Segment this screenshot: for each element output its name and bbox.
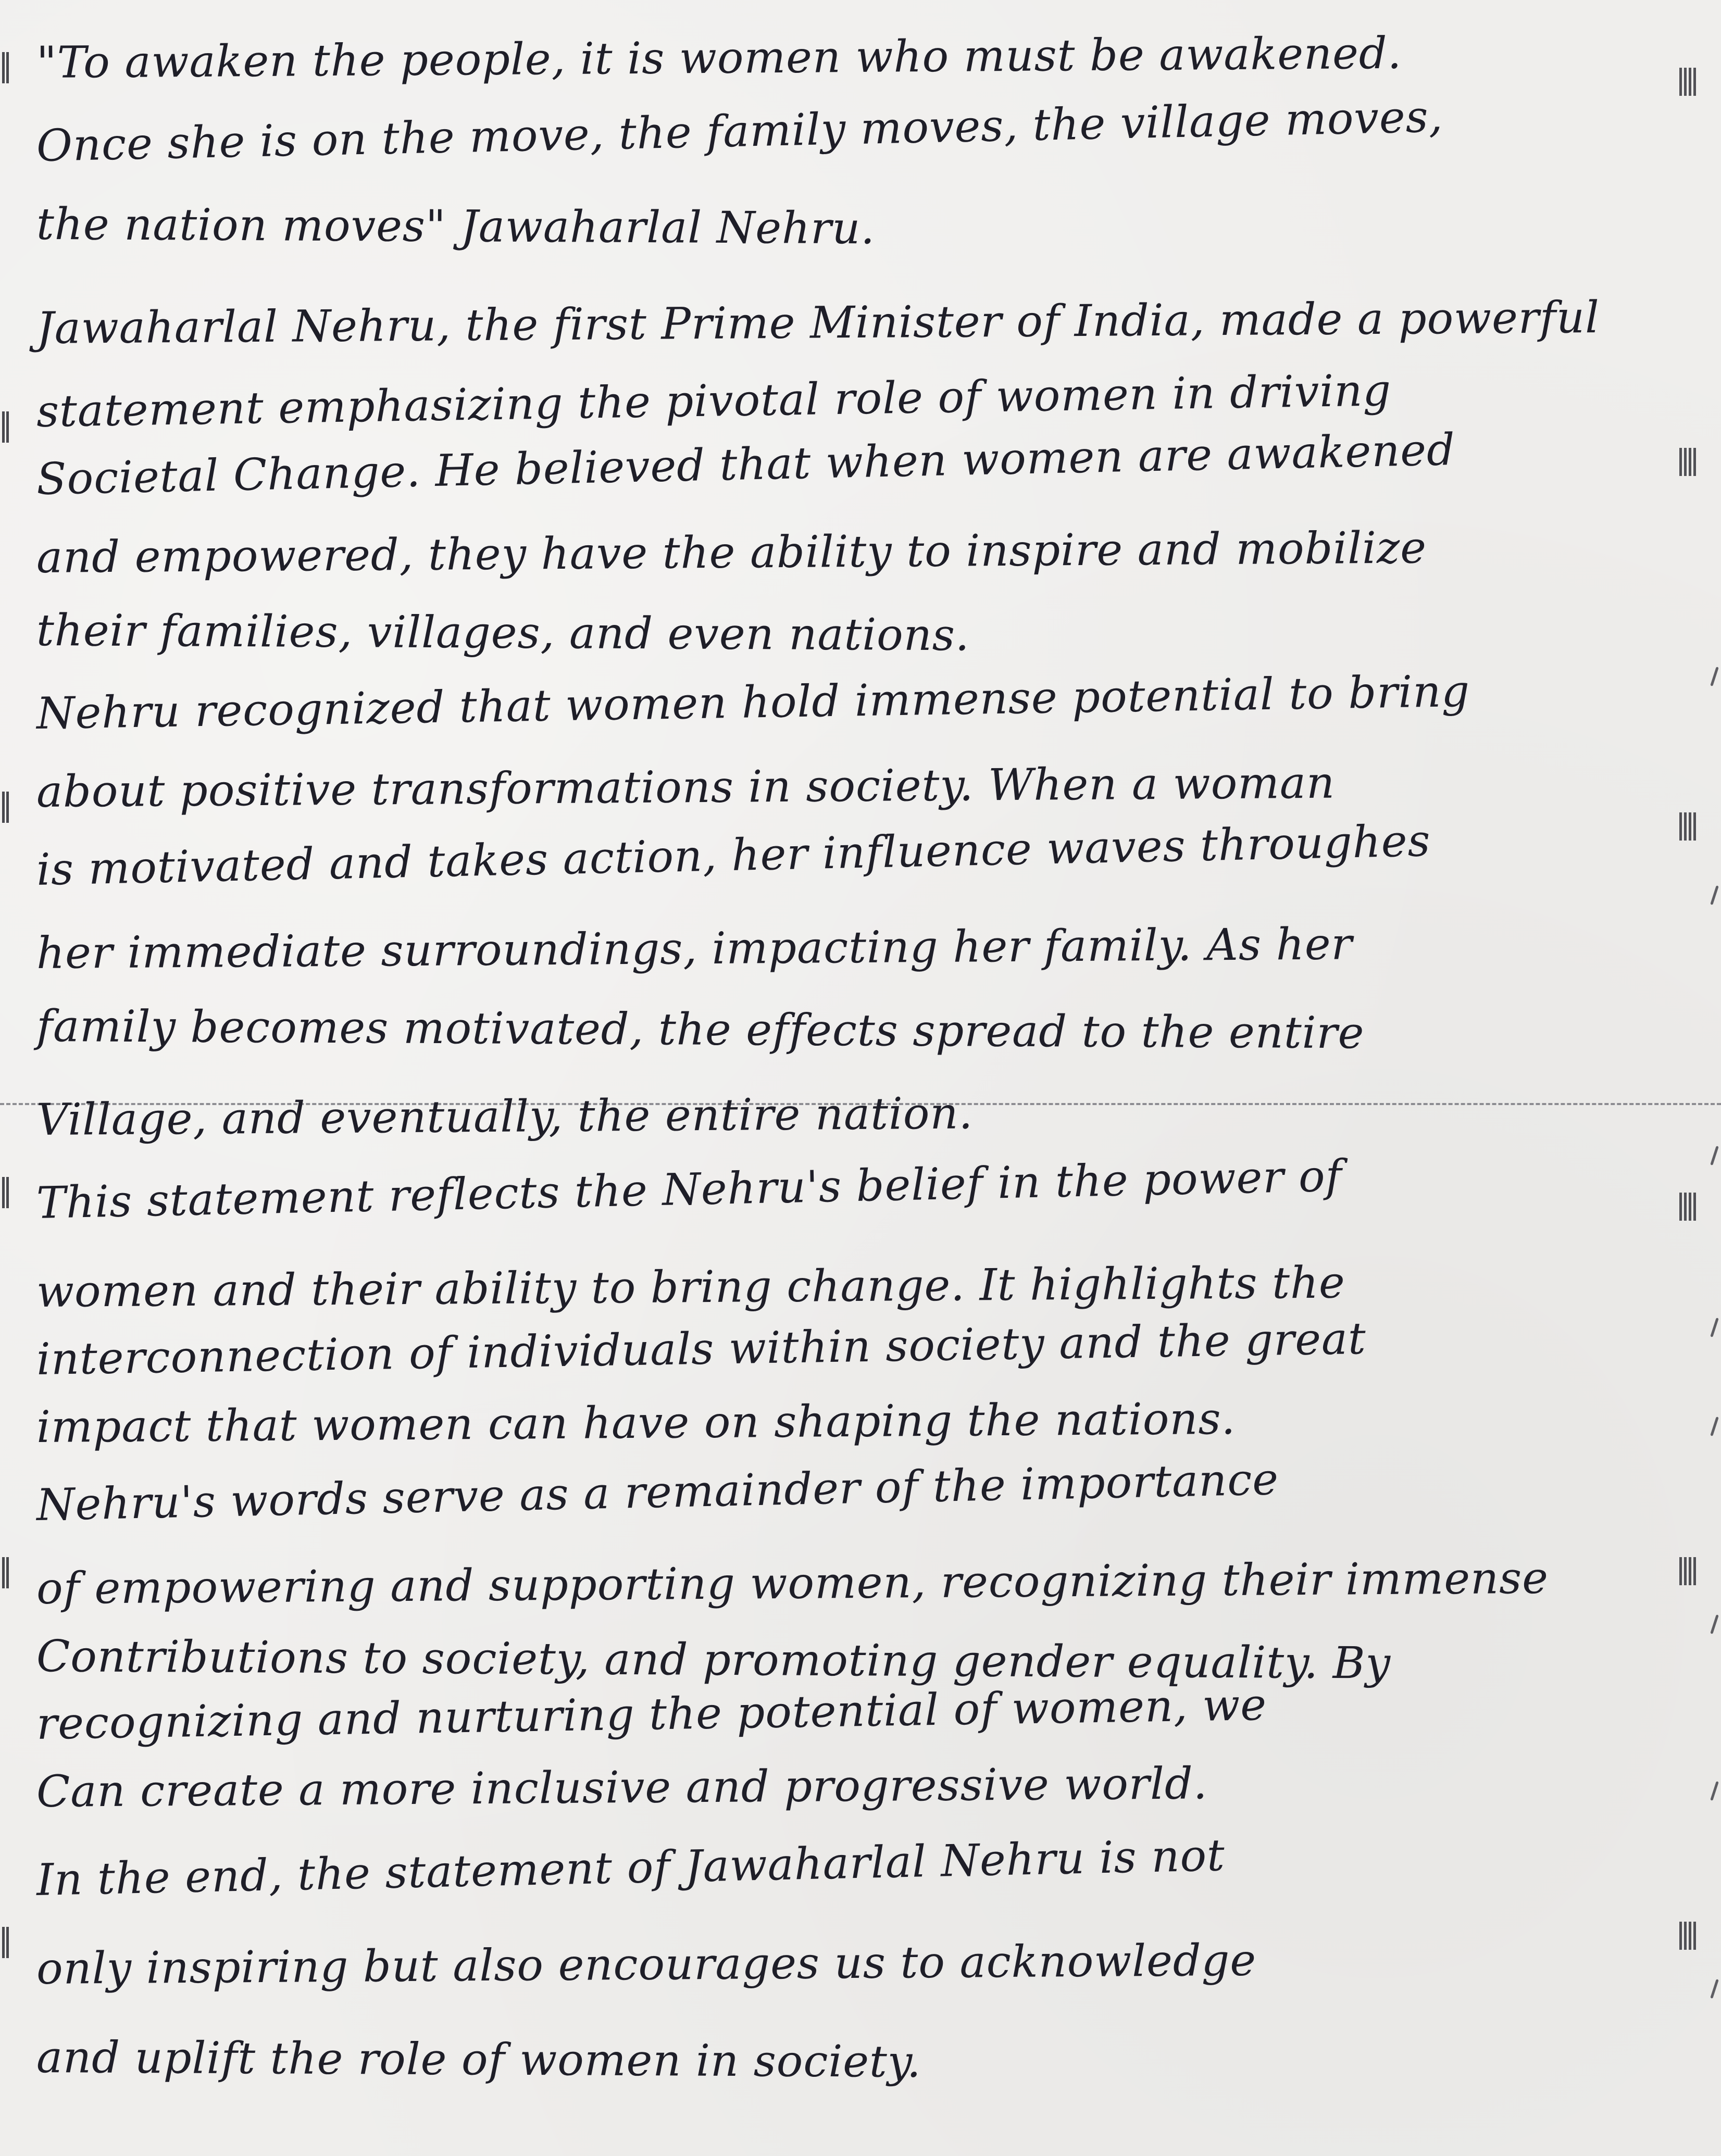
left-margin-mark — [2, 411, 9, 443]
text-line-14: Village, and eventually, the entire nation. — [36, 1087, 974, 1145]
text-line-18: impact that women can have on shaping the nations. — [36, 1393, 1236, 1452]
text-line-16: women and their ability to bring change. It highlights the — [36, 1257, 1346, 1317]
left-margin-mark — [2, 52, 9, 83]
right-margin-mark — [1679, 68, 1697, 96]
text-line-11: is motivated and takes action, her influence waves throughes — [35, 814, 1431, 895]
text-line-7: and empowered, they have the ability to inspire and mobilize — [36, 522, 1427, 583]
left-margin-mark — [2, 1557, 9, 1588]
text-line-25: only inspiring but also encourages us to acknowledge — [36, 1934, 1257, 1994]
right-margin-mark — [1679, 812, 1697, 841]
text-line-9: Nehru recognized that women hold immense potential to bring — [36, 665, 1470, 739]
text-line-20: of empowering and supporting women, recognizing their immense — [36, 1552, 1549, 1614]
right-margin-mark — [1679, 1193, 1697, 1221]
text-line-15: This statement reflects the Nehru's belief in the power of — [35, 1150, 1343, 1229]
left-margin-mark — [2, 1927, 9, 1958]
text-line-4: Jawaharlal Nehru, the first Prime Minister of India, made a powerful — [36, 292, 1600, 354]
right-margin-marks — [1679, 0, 1721, 2156]
text-line-17: interconnection of individuals within society and the great — [36, 1312, 1367, 1385]
edge-tick-mark — [1710, 1781, 1718, 1801]
text-line-13: family becomes motivated, the effects spread to the entire — [36, 1000, 1365, 1059]
text-line-22: recognizing and nurturing the potential of women, we — [36, 1678, 1267, 1749]
edge-tick-mark — [1710, 667, 1718, 686]
edge-tick-mark — [1710, 1417, 1718, 1436]
right-margin-mark — [1679, 1557, 1697, 1585]
edge-tick-mark — [1710, 1614, 1718, 1634]
text-line-3: the nation moves" Jawaharlal Nehru. — [36, 198, 876, 254]
text-line-24: In the end, the statement of Jawaharlal Nehru is not — [35, 1829, 1226, 1906]
right-margin-mark — [1679, 448, 1697, 476]
text-line-10: about positive transformations in society. When a woman — [36, 757, 1336, 817]
text-line-23: Can create a more inclusive and progressive world. — [36, 1758, 1208, 1817]
edge-tick-mark — [1710, 885, 1718, 905]
text-line-5: statement emphasizing the pivotal role of women in driving — [36, 365, 1392, 437]
text-line-12: her immediate surroundings, impacting her family. As her — [36, 918, 1353, 979]
text-line-21: Contributions to society, and promoting gender equality. By — [36, 1631, 1391, 1689]
text-line-1: "To awaken the people, it is women who must be awakened. — [36, 27, 1402, 88]
left-margin-mark — [2, 792, 9, 823]
edge-tick-mark — [1710, 1146, 1718, 1165]
text-line-26: and uplift the role of women in society. — [36, 2032, 922, 2087]
text-line-6: Societal Change. He believed that when women are awakened — [35, 423, 1456, 505]
right-margin-mark — [1679, 1922, 1697, 1950]
text-line-2: Once she is on the move, the family moves, the village moves, — [35, 91, 1444, 171]
edge-tick-mark — [1710, 1979, 1718, 1999]
edge-tick-mark — [1710, 1318, 1718, 1337]
text-line-19: Nehru's words serve as a remainder of the importance — [35, 1453, 1279, 1531]
text-line-8: their families, villages, and even nations. — [36, 605, 970, 661]
left-margin-mark — [2, 1177, 9, 1208]
